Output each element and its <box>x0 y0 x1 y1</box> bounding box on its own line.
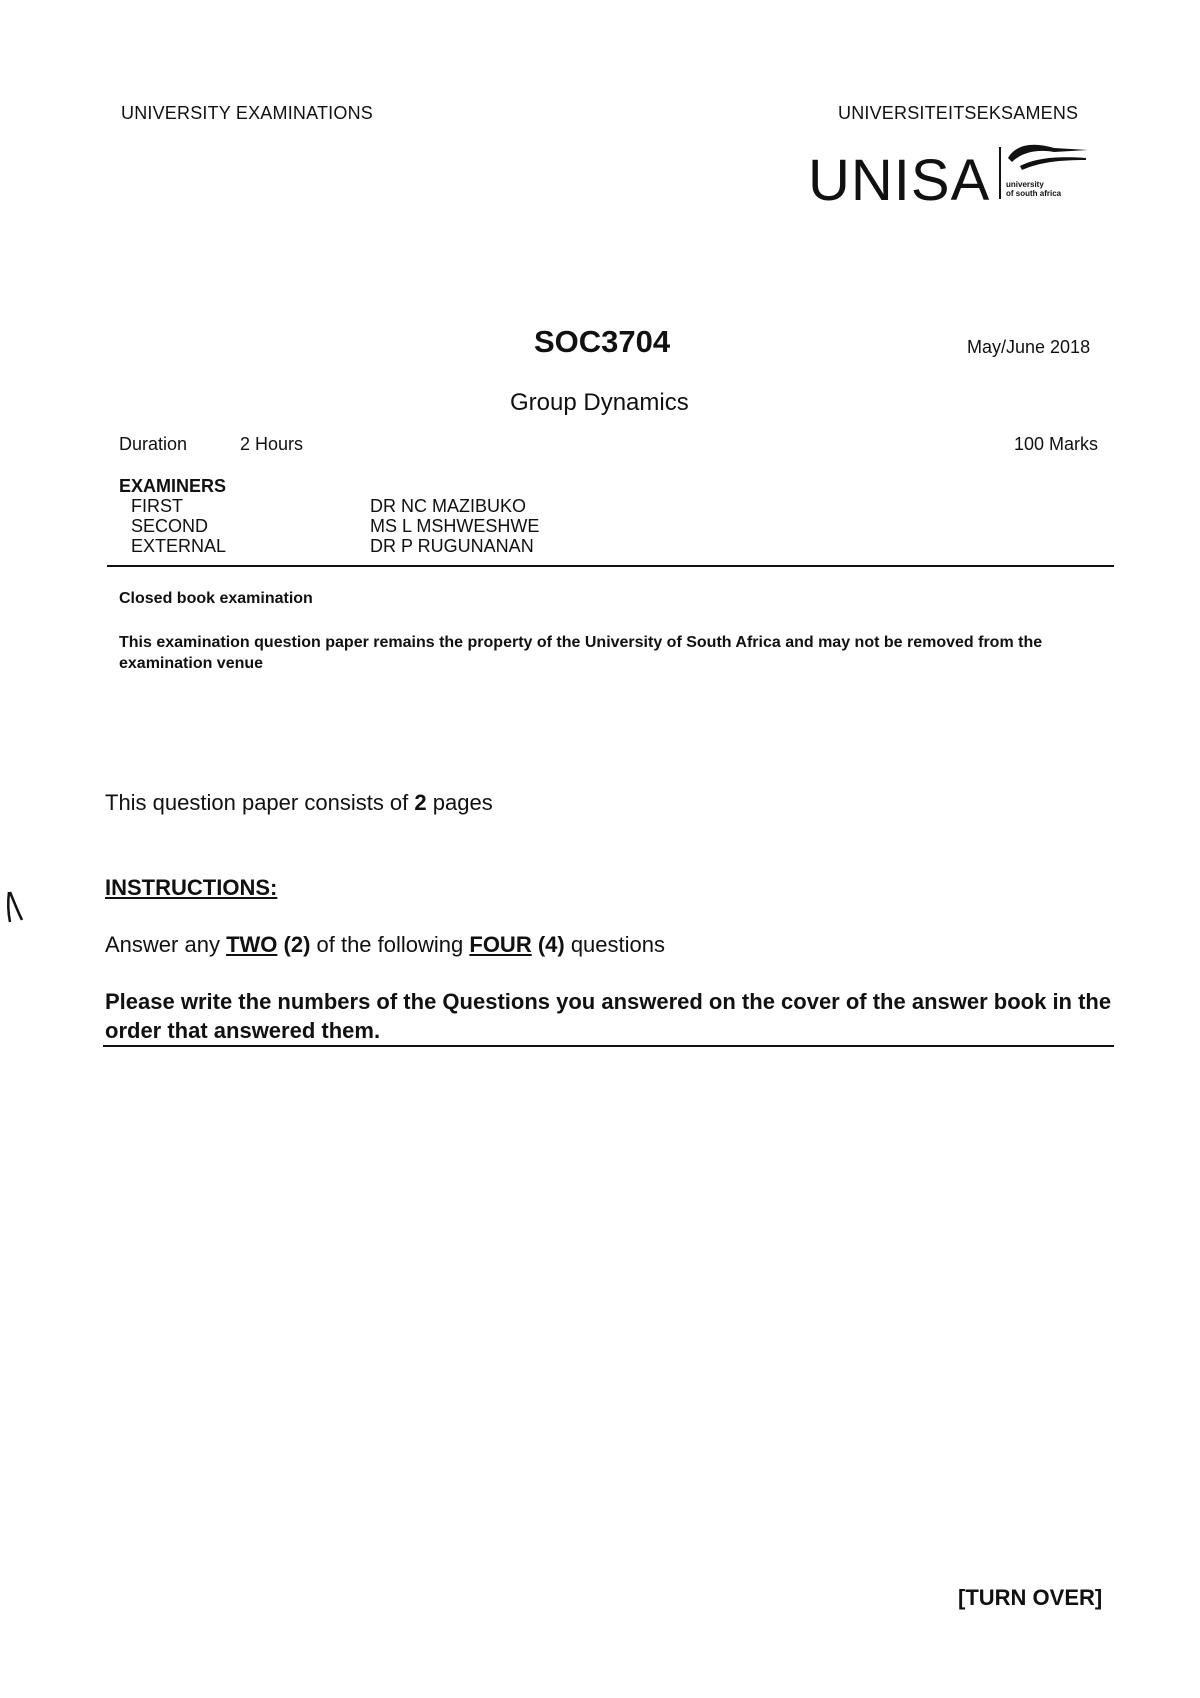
answer-text-2: of the following <box>310 932 470 957</box>
duration-label: Duration <box>119 434 188 454</box>
property-notice: This examination question paper remains the property of the University of South Africa and may not be removed from the examination venue <box>119 634 1043 672</box>
examiner-role: EXTERNAL <box>131 536 227 556</box>
examiners-heading: EXAMINERS <box>119 476 227 496</box>
logo-tagline-line2: of south africa <box>1006 189 1062 198</box>
examiner-name: MS L MSHWESHWE <box>370 516 540 536</box>
page-count-suffix: pages <box>426 790 493 815</box>
examiner-role: SECOND <box>131 516 209 536</box>
examiner-name: DR P RUGUNANAN <box>370 536 534 556</box>
answer-two: TWO <box>226 932 278 957</box>
course-title: Group Dynamics <box>510 389 689 416</box>
answer-two-number: (2) <box>277 932 311 957</box>
divider-line <box>107 565 1114 567</box>
answer-four: FOUR <box>469 932 532 957</box>
examiner-name: DR NC MAZIBUKO <box>370 496 527 516</box>
scan-mark-icon <box>5 888 25 924</box>
answer-order-note: Please write the numbers of the Questions you answered on the cover of the answer book in the order that answered them. <box>105 989 1112 1043</box>
duration-value: 2 Hours <box>240 434 304 454</box>
instructions-heading: INSTRUCTIONS: <box>105 875 278 900</box>
page-count-statement <box>105 790 493 816</box>
divider-line <box>103 1045 1114 1047</box>
unisa-wave-logo-icon <box>1004 140 1090 182</box>
answer-four-number: (4) <box>531 932 565 957</box>
exam-session: May/June 2018 <box>967 337 1091 357</box>
header-left-title: UNIVERSITY EXAMINATIONS <box>121 103 373 123</box>
logo-tagline-line1: university <box>1006 180 1044 189</box>
total-marks: 100 Marks <box>1014 434 1099 454</box>
examiner-role: FIRST <box>131 496 183 516</box>
logo-divider <box>999 147 1001 199</box>
page-count-number: 2 <box>414 790 427 815</box>
answer-text-1: Answer any <box>105 932 227 957</box>
answer-instruction <box>105 932 665 958</box>
answer-text-3: questions <box>564 932 665 957</box>
page-count-prefix: This question paper consists of <box>105 790 415 815</box>
course-code: SOC3704 <box>534 324 671 359</box>
logo-wordmark: UNISA <box>808 148 991 213</box>
closed-book-note: Closed book examination <box>119 590 313 607</box>
turn-over-label: [TURN OVER] <box>958 1585 1103 1610</box>
header-right-title: UNIVERSITEITSEKSAMENS <box>838 103 1079 123</box>
